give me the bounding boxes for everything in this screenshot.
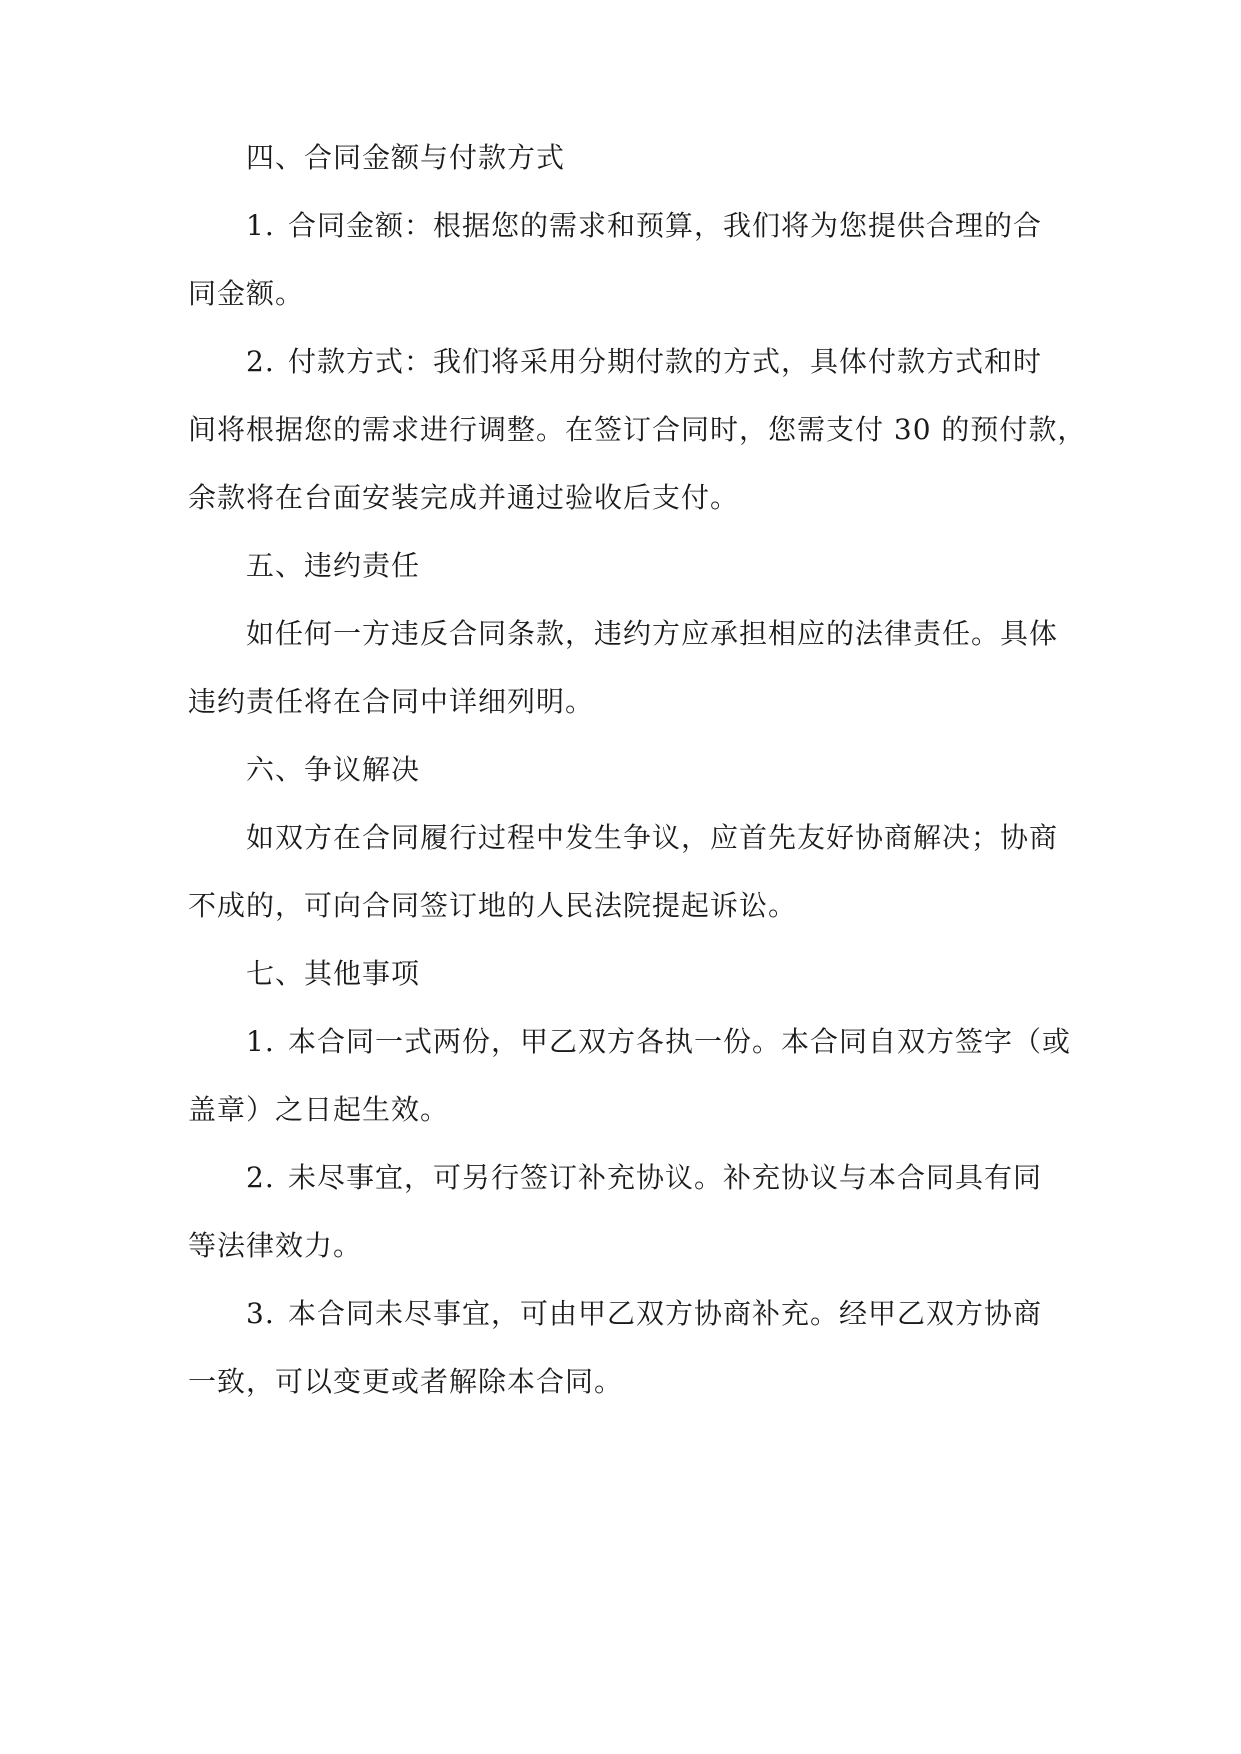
paragraph-text: 未尽事宜，可另行签订补充协议。补充协议与本合同具有同 (288, 1161, 1043, 1194)
paragraph-5-line-1: 如任何一方违反合同条款，违约方应承担相应的法律责任。具体 (246, 617, 1059, 650)
paragraph-text: 付款方式：我们将采用分期付款的方式，具体付款方式和时 (288, 345, 1043, 378)
paragraph-number: 3. (246, 1297, 275, 1330)
paragraph-7-2-line-2: 等法律效力。 (188, 1229, 363, 1262)
paragraph-7-1-line-2: 盖章）之日起生效。 (188, 1093, 450, 1126)
section-heading-7: 七、其他事项 (246, 957, 421, 990)
paragraph-text: 本合同未尽事宜，可由甲乙双方协商补充。经甲乙双方协商 (288, 1297, 1043, 1330)
paragraph-7-3-line-2: 一致，可以变更或者解除本合同。 (188, 1365, 624, 1398)
paragraph-text: 本合同一式两份，甲乙双方各执一份。本合同自双方签字（或 (288, 1025, 1072, 1058)
paragraph-number: 2. (246, 1161, 275, 1194)
paragraph-4-1-line-2: 同金额。 (188, 277, 305, 310)
paragraph-7-2-line-1 (246, 1158, 1126, 1198)
paragraph-7-1-line-1 (246, 1022, 1126, 1062)
section-heading-4: 四、合同金额与付款方式 (246, 141, 566, 174)
paragraph-number: 1. (246, 1025, 275, 1058)
paragraph-4-2-line-2: 间将根据您的需求进行调整。在签订合同时，您需支付 30 的预付款， (188, 413, 1087, 446)
paragraph-number: 2. (246, 345, 275, 378)
paragraph-7-3-line-1 (246, 1294, 1126, 1334)
paragraph-number: 1. (246, 209, 275, 242)
section-heading-5: 五、违约责任 (246, 549, 421, 582)
paragraph-4-1-line-1 (246, 206, 1126, 246)
paragraph-6-line-1: 如双方在合同履行过程中发生争议，应首先友好协商解决；协商 (246, 821, 1059, 854)
paragraph-4-2-line-3: 余款将在台面安装完成并通过验收后支付。 (188, 481, 740, 514)
paragraph-5-line-2: 违约责任将在合同中详细列明。 (188, 685, 595, 718)
paragraph-6-line-2: 不成的，可向合同签订地的人民法院提起诉讼。 (188, 889, 798, 922)
paragraph-4-2-line-1 (246, 342, 1126, 382)
section-heading-6: 六、争议解决 (246, 753, 421, 786)
paragraph-text: 合同金额：根据您的需求和预算，我们将为您提供合理的合 (288, 209, 1043, 242)
